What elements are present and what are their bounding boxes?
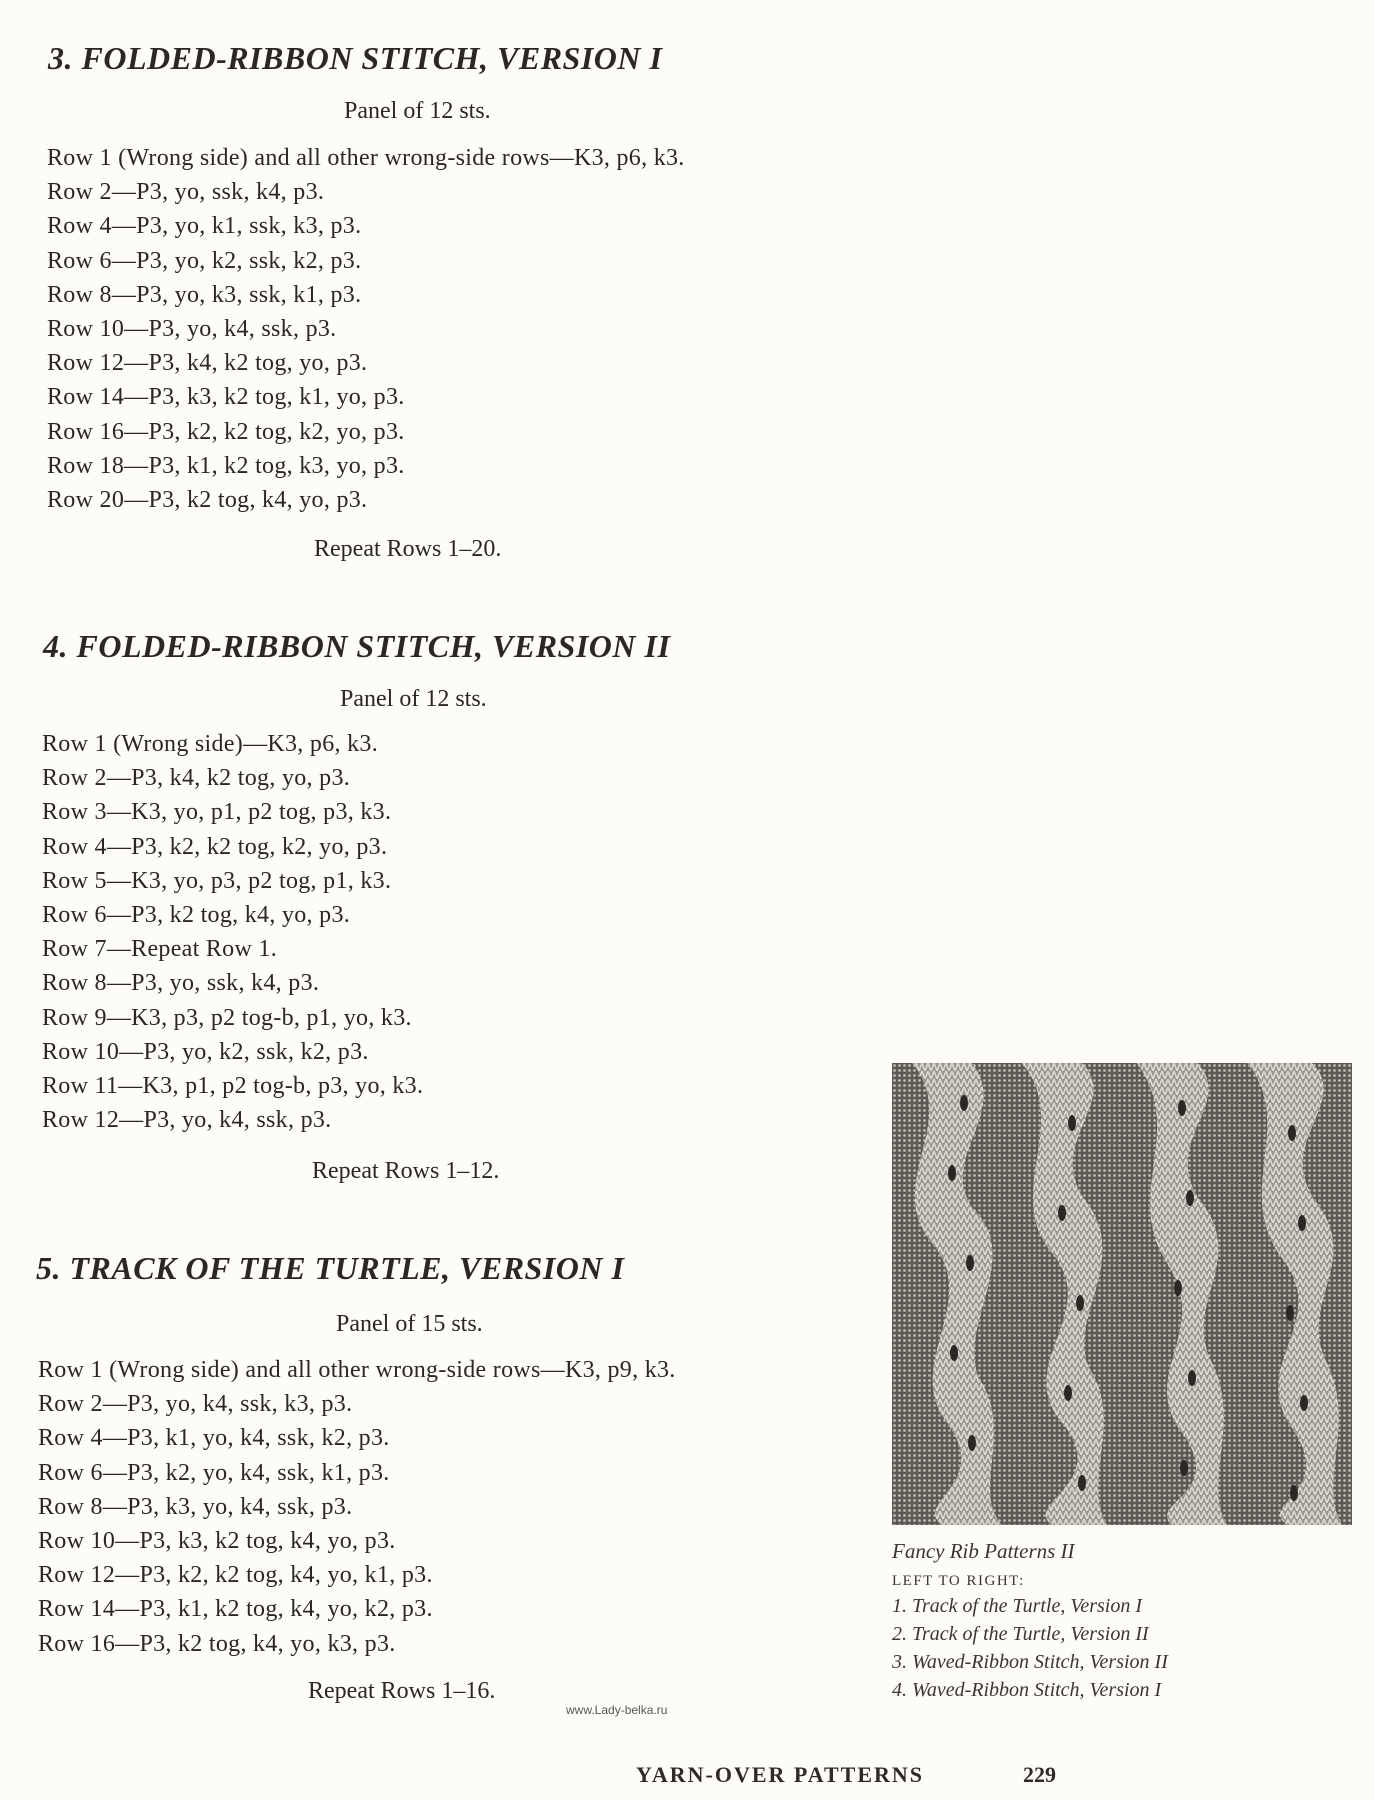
row-instruction: Row 10—P3, yo, k4, ssk, p3.: [47, 315, 337, 342]
row-instruction: Row 20—P3, k2 tog, k4, yo, p3.: [47, 486, 368, 513]
caption-list: [892, 1592, 1362, 1704]
row-instruction: Row 14—P3, k3, k2 tog, k1, yo, p3.: [47, 384, 405, 411]
row-instructions: [38, 1353, 676, 1661]
pattern-title: 5. TRACK OF THE TURTLE, VERSION I: [36, 1250, 625, 1286]
row-instruction: Row 12—P3, yo, k4, ssk, p3.: [42, 1107, 332, 1134]
pattern-title: 3. FOLDED-RIBBON STITCH, VERSION I: [48, 40, 663, 76]
row-instructions: [42, 727, 423, 1137]
repeat-note: Repeat Rows 1–16.: [308, 1678, 496, 1704]
row-instruction: Row 11—K3, p1, p2 tog-b, p3, yo, k3.: [42, 1072, 424, 1099]
row-instruction: Row 16—P3, k2, k2 tog, k2, yo, p3.: [47, 418, 405, 445]
row-instruction: Row 14—P3, k1, k2 tog, k4, yo, k2, p3.: [38, 1596, 433, 1623]
caption-subtitle: LEFT TO RIGHT:: [892, 1573, 1025, 1589]
row-instruction: Row 1 (Wrong side) and all other wrong-side rows—K3, p6, k3.: [47, 145, 685, 171]
knit-swatch-photo: [892, 1063, 1352, 1525]
caption-item: 2. Track of the Turtle, Version II: [892, 1623, 1149, 1645]
pattern-title: 4. FOLDED-RIBBON STITCH, VERSION II: [43, 628, 671, 664]
row-instruction: Row 1 (Wrong side) and all other wrong-side rows—K3, p9, k3.: [38, 1357, 676, 1383]
row-instruction: Row 6—P3, k2 tog, k4, yo, p3.: [42, 901, 351, 928]
row-instruction: Row 6—P3, yo, k2, ssk, k2, p3.: [47, 247, 362, 274]
row-instructions: [47, 141, 685, 517]
row-instruction: Row 10—P3, yo, k2, ssk, k2, p3.: [42, 1038, 369, 1065]
row-instruction: Row 2—P3, yo, k4, ssk, k3, p3.: [38, 1391, 353, 1418]
watermark: www.Lady-belka.ru: [566, 1703, 668, 1717]
caption-item: 4. Waved-Ribbon Stitch, Version I: [892, 1679, 1162, 1701]
panel-size: Panel of 12 sts.: [340, 686, 487, 712]
row-instruction: Row 4—P3, k2, k2 tog, k2, yo, p3.: [42, 833, 388, 860]
row-instruction: Row 10—P3, k3, k2 tog, k4, yo, p3.: [38, 1527, 396, 1554]
row-instruction: Row 7—Repeat Row 1.: [42, 936, 278, 963]
panel-size: Panel of 15 sts.: [336, 1311, 483, 1337]
row-instruction: Row 6—P3, k2, yo, k4, ssk, k1, p3.: [38, 1459, 390, 1486]
row-instruction: Row 18—P3, k1, k2 tog, k3, yo, p3.: [47, 452, 405, 479]
caption-item: 3. Waved-Ribbon Stitch, Version II: [892, 1651, 1168, 1673]
repeat-note: Repeat Rows 1–20.: [314, 536, 502, 562]
page-number: 229: [1023, 1762, 1056, 1787]
row-instruction: Row 8—P3, yo, k3, ssk, k1, p3.: [47, 281, 362, 308]
row-instruction: Row 12—P3, k2, k2 tog, k4, yo, k1, p3.: [38, 1562, 433, 1589]
row-instruction: Row 9—K3, p3, p2 tog-b, p1, yo, k3.: [42, 1004, 412, 1031]
caption-title: Fancy Rib Patterns II: [892, 1539, 1075, 1563]
repeat-note: Repeat Rows 1–12.: [312, 1158, 500, 1184]
row-instruction: Row 4—P3, yo, k1, ssk, k3, p3.: [47, 213, 362, 240]
panel-size: Panel of 12 sts.: [344, 98, 491, 124]
running-footer: YARN-OVER PATTERNS: [636, 1762, 925, 1787]
row-instruction: Row 5—K3, yo, p3, p2 tog, p1, k3.: [42, 867, 392, 894]
row-instruction: Row 8—P3, yo, ssk, k4, p3.: [42, 970, 320, 997]
figure-caption: [892, 1534, 1362, 1704]
row-instruction: Row 1 (Wrong side)—K3, p6, k3.: [42, 731, 378, 757]
row-instruction: Row 16—P3, k2 tog, k4, yo, k3, p3.: [38, 1630, 396, 1657]
row-instruction: Row 2—P3, k4, k2 tog, yo, p3.: [42, 765, 351, 792]
row-instruction: Row 3—K3, yo, p1, p2 tog, p3, k3.: [42, 799, 392, 826]
row-instruction: Row 12—P3, k4, k2 tog, yo, p3.: [47, 350, 368, 377]
row-instruction: Row 2—P3, yo, ssk, k4, p3.: [47, 179, 325, 206]
row-instruction: Row 4—P3, k1, yo, k4, ssk, k2, p3.: [38, 1425, 390, 1452]
caption-item: 1. Track of the Turtle, Version I: [892, 1595, 1142, 1617]
row-instruction: Row 8—P3, k3, yo, k4, ssk, p3.: [38, 1493, 353, 1520]
